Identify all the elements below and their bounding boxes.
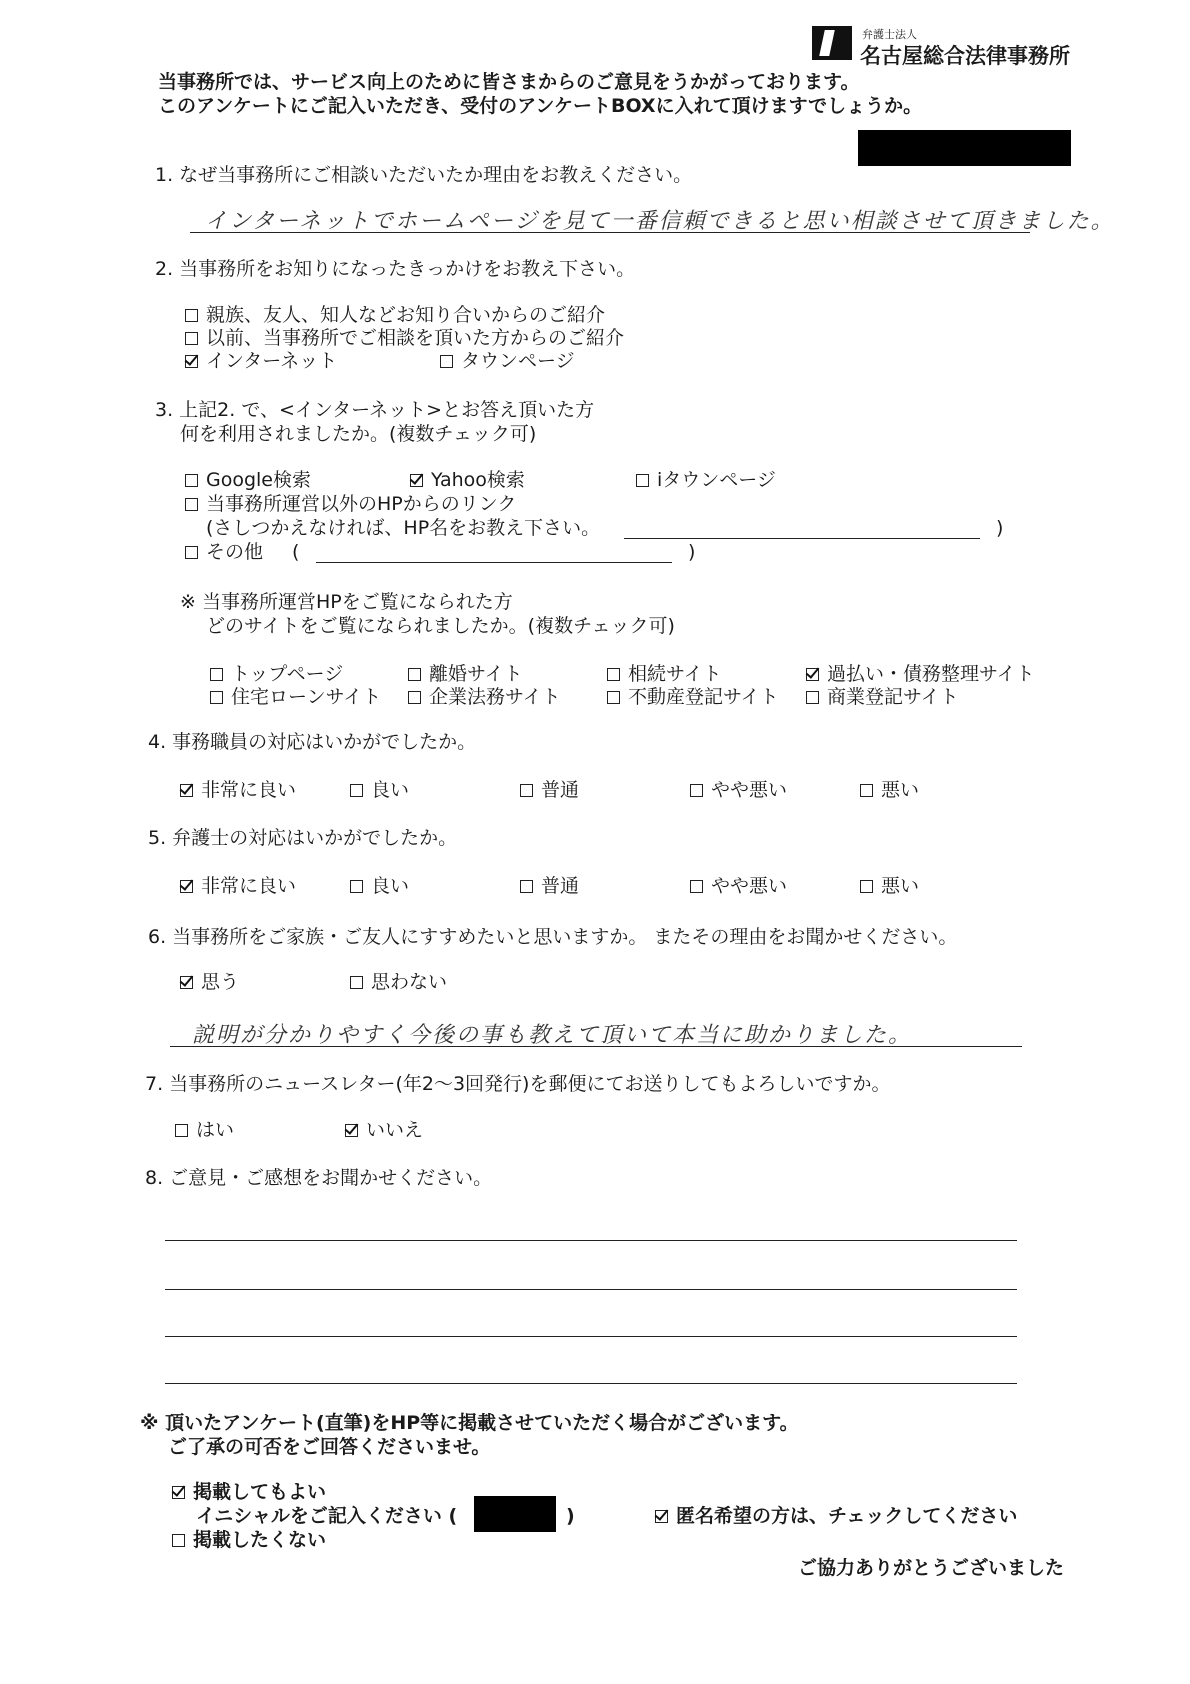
- q4-option-somewhat-bad[interactable]: やや悪い: [690, 778, 787, 802]
- q3-other-paren-close: ): [688, 541, 696, 563]
- q3-link-paren-close: ): [996, 517, 1004, 539]
- q6-title: 6. 当事務所をご家族・ご友人にすすめたいと思いますか。 またその理由をお聞かせください。: [148, 926, 958, 948]
- checkbox-icon[interactable]: [185, 332, 198, 345]
- footer-option-anonymous[interactable]: 匿名希望の方は、チェックしてください: [655, 1504, 1017, 1528]
- q3-title-2: 何を利用されましたか。(複数チェック可): [180, 423, 537, 445]
- q8-answer-line-3[interactable]: [165, 1336, 1017, 1337]
- checked-checkbox-icon[interactable]: [180, 976, 193, 989]
- q7-option-yes[interactable]: はい: [175, 1118, 234, 1142]
- q4-option-good[interactable]: 良い: [350, 778, 409, 802]
- checkbox-icon[interactable]: [408, 691, 421, 704]
- q3-site-mortgage[interactable]: 住宅ローンサイト: [210, 685, 381, 709]
- checkbox-icon[interactable]: [408, 668, 421, 681]
- checkbox-icon[interactable]: [172, 1534, 185, 1547]
- checkbox-icon[interactable]: [350, 784, 363, 797]
- checkbox-icon[interactable]: [440, 355, 453, 368]
- q1-answer-line: [190, 232, 1030, 233]
- q1-title: 1. なぜ当事務所にご相談いただいたか理由をお教えください。: [155, 164, 693, 186]
- q6-answer-line: [170, 1046, 1022, 1047]
- checkbox-icon[interactable]: [210, 691, 223, 704]
- checked-checkbox-icon[interactable]: [180, 880, 193, 893]
- q4-option-normal[interactable]: 普通: [520, 778, 579, 802]
- footer-initial-close: ): [566, 1505, 575, 1527]
- footer-option-ng[interactable]: 掲載したくない: [172, 1528, 326, 1552]
- footer-note-2: ご了承の可否をご回答くださいませ。: [168, 1436, 491, 1458]
- checked-checkbox-icon[interactable]: [185, 355, 198, 368]
- q3-option-itownpage[interactable]: iタウンページ: [636, 468, 776, 492]
- q3-site-inheritance[interactable]: 相続サイト: [607, 662, 722, 686]
- checkbox-icon[interactable]: [185, 474, 198, 487]
- q3-link-note: (さしつかえなければ、HP名をお教え下さい。: [206, 517, 601, 539]
- checkbox-icon[interactable]: [175, 1124, 188, 1137]
- checkbox-icon[interactable]: [690, 880, 703, 893]
- checkbox-icon[interactable]: [860, 784, 873, 797]
- checkbox-icon[interactable]: [607, 691, 620, 704]
- checked-checkbox-icon[interactable]: [172, 1486, 185, 1499]
- intro-line-2: このアンケートにご記入いただき、受付のアンケートBOXに入れて頂けますでしょうか。: [158, 95, 923, 117]
- footer-option-ok[interactable]: 掲載してもよい: [172, 1480, 326, 1504]
- q6-handwritten-answer: 説明が分かりやすく今後の事も教えて頂いて本当に助かりました。: [192, 1023, 913, 1048]
- footer-note-1: ※ 頂いたアンケート(直筆)をHP等に掲載させていただく場合がございます。: [140, 1412, 799, 1434]
- q3-other-paren-open: (: [292, 541, 300, 563]
- checked-checkbox-icon[interactable]: [806, 668, 819, 681]
- q5-option-very-good[interactable]: 非常に良い: [180, 874, 296, 898]
- q8-answer-line-1[interactable]: [165, 1240, 1017, 1241]
- firm-logo-icon: [812, 26, 852, 60]
- q5-option-normal[interactable]: 普通: [520, 874, 579, 898]
- initial-redacted: [474, 1496, 556, 1532]
- q7-title: 7. 当事務所のニュースレター(年2～3回発行)を郵便にてお送りしてもよろしいですか。: [145, 1073, 891, 1095]
- q5-title: 5. 弁護士の対応はいかがでしたか。: [148, 827, 458, 849]
- q3-site-debt[interactable]: 過払い・債務整理サイト: [806, 662, 1035, 686]
- q6-option-no[interactable]: 思わない: [350, 970, 447, 994]
- checkbox-icon[interactable]: [806, 691, 819, 704]
- q1-handwritten-answer: インターネットでホームページを見て一番信頼できると思い相談させて頂きました。: [205, 209, 1115, 234]
- firm-subtitle: 弁護士法人: [862, 28, 917, 41]
- checkbox-icon[interactable]: [860, 880, 873, 893]
- q3-site-realestate[interactable]: 不動産登記サイト: [607, 685, 779, 709]
- q6-option-yes[interactable]: 思う: [180, 970, 239, 994]
- q3-note-1: ※ 当事務所運営HPをご覧になられた方: [180, 591, 513, 613]
- q2-title: 2. 当事務所をお知りになったきっかけをお教え下さい。: [155, 258, 636, 280]
- firm-name: 名古屋総合法律事務所: [860, 43, 1070, 68]
- q3-option-yahoo[interactable]: Yahoo検索: [410, 468, 525, 492]
- q3-option-google[interactable]: Google検索: [185, 468, 311, 492]
- q3-site-corporate[interactable]: 企業法務サイト: [408, 685, 561, 709]
- q8-answer-line-4[interactable]: [165, 1383, 1017, 1384]
- q5-option-good[interactable]: 良い: [350, 874, 409, 898]
- checked-checkbox-icon[interactable]: [180, 784, 193, 797]
- checkbox-icon[interactable]: [350, 880, 363, 893]
- q3-site-commercial[interactable]: 商業登記サイト: [806, 685, 959, 709]
- checkbox-icon[interactable]: [690, 784, 703, 797]
- q2-option-internet[interactable]: インターネット: [185, 349, 337, 373]
- q3-note-2: どのサイトをご覧になられましたか。(複数チェック可): [206, 615, 675, 637]
- q8-title: 8. ご意見・ご感想をお聞かせください。: [145, 1167, 493, 1189]
- checkbox-icon[interactable]: [350, 976, 363, 989]
- footer-thanks: ご協力ありがとうございました: [798, 1557, 1065, 1579]
- q4-option-bad[interactable]: 悪い: [860, 778, 919, 802]
- footer-initial-label: イニシャルをご記入ください (: [196, 1505, 458, 1527]
- q7-option-no[interactable]: いいえ: [345, 1118, 423, 1142]
- checkbox-icon[interactable]: [185, 546, 198, 559]
- q2-option-townpage[interactable]: タウンページ: [440, 349, 575, 373]
- checkbox-icon[interactable]: [636, 474, 649, 487]
- q3-other-input-line[interactable]: [316, 562, 672, 563]
- redacted-box: [858, 130, 1071, 166]
- q5-option-bad[interactable]: 悪い: [860, 874, 919, 898]
- q2-option-referral[interactable]: 以前、当事務所でご相談を頂いた方からのご紹介: [185, 326, 624, 350]
- q3-title-1: 3. 上記2. で、<インターネット>とお答え頂いた方: [155, 399, 595, 421]
- checked-checkbox-icon[interactable]: [655, 1510, 668, 1523]
- q4-title: 4. 事務職員の対応はいかがでしたか。: [148, 731, 477, 753]
- q3-link-input-line[interactable]: [624, 538, 980, 539]
- checkbox-icon[interactable]: [185, 309, 198, 322]
- checkbox-icon[interactable]: [520, 880, 533, 893]
- checkbox-icon[interactable]: [520, 784, 533, 797]
- intro-line-1: 当事務所では、サービス向上のために皆さまからのご意見をうかがっております。: [158, 71, 860, 93]
- checkbox-icon[interactable]: [185, 498, 198, 511]
- checked-checkbox-icon[interactable]: [345, 1124, 358, 1137]
- q5-option-somewhat-bad[interactable]: やや悪い: [690, 874, 787, 898]
- checkbox-icon[interactable]: [607, 668, 620, 681]
- checkbox-icon[interactable]: [210, 668, 223, 681]
- checked-checkbox-icon[interactable]: [410, 474, 423, 487]
- q3-option-other[interactable]: その他: [185, 540, 263, 564]
- q3-site-divorce[interactable]: 離婚サイト: [408, 662, 523, 686]
- q3-option-link[interactable]: 当事務所運営以外のHPからのリンク: [185, 492, 516, 516]
- q8-answer-line-2[interactable]: [165, 1289, 1017, 1290]
- q3-site-top[interactable]: トップページ: [210, 662, 343, 686]
- q2-option-acquaintance[interactable]: 親族、友人、知人などお知り合いからのご紹介: [185, 303, 605, 327]
- q4-option-very-good[interactable]: 非常に良い: [180, 778, 296, 802]
